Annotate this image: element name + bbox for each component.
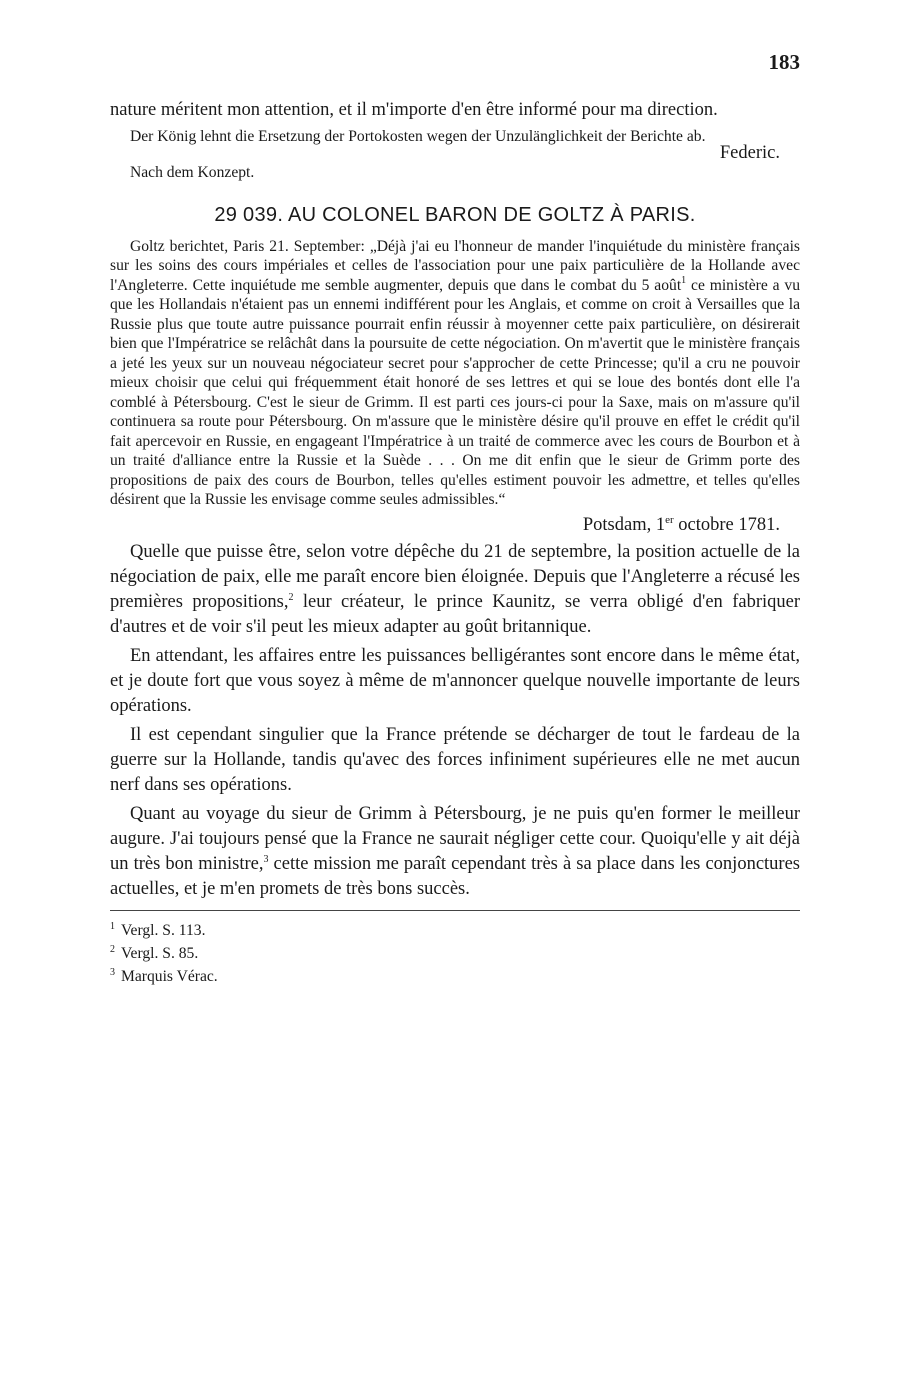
paragraph-1-part-1: Quelle que puisse être, selon votre dépêche du 21 de septembre, la position actuelle de la négociation de paix, elle me paraît encore bien éloignée. Depuis que l'Angleterre a récusé les premières propositions, [110,541,800,612]
dateline-ordinal: er [665,513,674,526]
letter-paragraph-2: En attendant, les affaires entre les puissances belligérantes sont encore dans le même état, et je doute fort que vous soyez à même de m'annoncer quelque nouvelle importante de leurs opérations. [110,645,800,716]
footnote-3 [110,963,800,986]
document-heading: 29 039. AU COLONEL BARON DE GOLTZ À PARIS. [214,203,696,226]
dateline-date: octobre 1781. [673,514,780,535]
report-summary [110,237,800,510]
paragraph-4-part-1: Quant au voyage du sieur de Grimm à Pétersbourg, je ne puis qu'en former le meilleur augure. J'ai toujours pensé que la France ne saurait négliger cette cour. Quoiqu'elle y ait déjà un très bon ministre, [110,803,800,874]
paragraph-1-part-2: leur créateur, le prince Kaunitz, se verra obligé d'en fabriquer d'autres et de voir s'il peut les mieux adapter au goût britannique. [110,591,800,637]
letter-paragraph-4 [110,802,800,902]
footnote-2 [110,940,800,963]
editor-note: Der König lehnt die Ersetzung der Portokosten wegen der Unzulänglichkeit der Berichte ab. [130,128,706,145]
dateline-place: Potsdam, 1 [582,514,666,535]
page-body [110,48,800,986]
summary-part-2: ce ministère a vu que les Hollandais n'étaient pas un ennemi indifférent pour les Anglais, et comme on croit à Versailles que la Russie plus que toute autre puissance pourrait enfin réussir à moyenner cette paix particulière, on désirerait bien que l'Impératrice se relâchât dans la poursuite de cette négociation. On m'avertit que le ministère français a jeté les yeux sur un nouveau négociateur secret pour s'approcher de cette Princesse; qu'il a cru ne pouvoir mieux choisir que celui qui fréquemment était honoré de ses lettres et qui se loue des bontés dont elle l'a comblé à Pétersbourg. C'est le sieur de Grimm. Il est parti ces jours-ci pour la Saxe, mais on m'assure qu'il continuera sa route pour Pétersbourg. On m'assure que le ministère désire qu'il prouve en effet le crédit qu'il fait apercevoir en Russie, en engageant l'Impératrice à un traité de commerce avec les cours de Bourbon et à un traité d'alliance entre la Russie et la Suède . . . On me dit enfin que le sieur de Grimm porte des propositions de paix des cours de Bourbon, telles qu'elles estiment pouvoir les admettre, et telles qu'elles désirent que la Russie les envisage comme seules admissibles.“ [110,276,800,508]
summary-part-1: Goltz berichtet, Paris 21. September: „Déjà j'ai eu l'honneur de mander l'inquiétude du ministère français sur les soins des cours impériales et celles de l'association pour une paix particulière de la Hollande avec l'Angleterre. Cette inquiétude me semble augmenter, depuis que dans le combat du 5 août [110,237,800,294]
footnote-divider [110,910,800,911]
paragraph-4-part-2: cette mission me paraît cependant très à sa place dans les conjonctures actuelles, et je m'en promets de très bons succès. [110,853,800,899]
footnote-mark-1: 1 [110,920,115,932]
signature: Federic. [719,142,780,163]
letter-paragraph-1 [110,540,800,640]
footnote-ref-3: 3 [263,853,269,865]
footnote-ref-2: 2 [288,591,294,603]
footnotes [110,917,800,986]
letter-paragraph-3: Il est cependant singulier que la France prétende se décharger de tout le fardeau de la guerre sur la Hollande, tandis qu'avec des forces infiniment supérieures elle ne met aucun nerf dans ses opérations. [110,724,800,795]
footnote-text-1: Vergl. S. 113. [121,921,206,939]
dateline [110,514,800,536]
footnote-text-2: Vergl. S. 85. [121,944,199,962]
footnote-mark-3: 3 [110,966,115,978]
continuation-text: nature méritent mon attention, et il m'importe d'en être informé pour ma direction. [110,100,718,120]
footnote-1 [110,917,800,940]
footnote-text-3: Marquis Vérac. [121,967,218,985]
footnote-ref-1: 1 [681,274,687,286]
source-note: Nach dem Konzept. [130,163,255,181]
footnote-mark-2: 2 [110,943,115,955]
page-number: 183 [768,50,800,74]
